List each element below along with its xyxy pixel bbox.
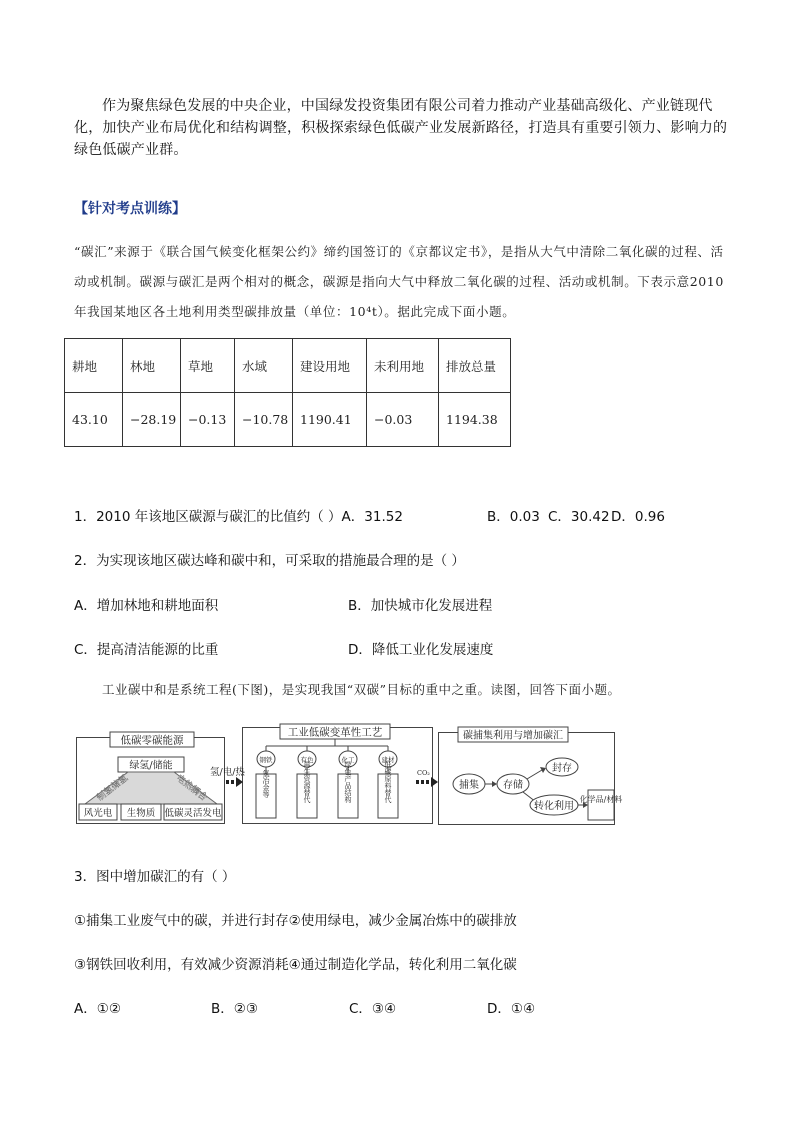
question-3-option-c[interactable]: C．③④ xyxy=(349,1001,397,1017)
diagram-intro: 工业碳中和是系统工程(下图)，是实现我国“双碳”目标的重中之重。读图，回答下面小题。 xyxy=(102,682,621,697)
chemicals-label: 化学品/材料 xyxy=(579,795,623,804)
question-3-stem: 3．图中增加碳汇的有（ ） xyxy=(74,869,236,885)
question-3-statements-3-4: ③钢铁回收利用，有效减少资源消耗④通过制造化学品，转化利用二氧化碳 xyxy=(74,957,517,973)
question-3-option-d[interactable]: D．①④ xyxy=(487,1001,536,1017)
table-header-cell: 耕地 xyxy=(65,339,123,393)
question-2-option-d[interactable]: D．降低工业化发展速度 xyxy=(348,642,494,658)
question-3-option-b[interactable]: B．②③ xyxy=(211,1001,258,1017)
flexible-power-label: 低碳灵活发电 xyxy=(164,808,222,819)
table-cell: 43.10 xyxy=(65,393,123,447)
hydrogen-metallurgy-label: 氢冶金等 xyxy=(262,770,270,798)
box2-title: 工业低碳变革性工艺 xyxy=(287,726,383,739)
table-cell: −0.13 xyxy=(181,393,235,447)
question-2-option-a[interactable]: A．增加林地和耕地面积 xyxy=(74,598,219,614)
question-3-option-a[interactable]: A．①② xyxy=(74,1001,121,1017)
table-cell: −10.78 xyxy=(235,393,293,447)
question-2-option-c[interactable]: C．提高清洁能源的比重 xyxy=(74,642,219,658)
box3-title: 碳捕集利用与增加碳汇 xyxy=(463,730,563,742)
arrow1-label: 氢/电/热 xyxy=(210,767,245,778)
capture-label: 捕集 xyxy=(459,780,479,791)
table-row xyxy=(65,393,511,447)
steel-label: 钢铁 xyxy=(259,756,273,764)
table-header-row xyxy=(65,339,511,393)
table-header-cell: 建设用地 xyxy=(293,339,367,393)
building-material-label: 建材 xyxy=(381,756,395,764)
table-header-cell: 未利用地 xyxy=(367,339,439,393)
nonferrous-label: 有色 xyxy=(300,756,314,764)
question-2-stem: 2．为实现该地区碳达峰和碳中和，可采取的措施最合理的是（ ） xyxy=(74,553,465,569)
green-product-label: 绿色产品结构 xyxy=(344,761,352,803)
table-header-cell: 水域 xyxy=(235,339,293,393)
industrial-carbon-neutral-diagram xyxy=(76,724,623,830)
co2-flow-arrowhead xyxy=(431,777,438,787)
hydrogen-production-label: 制氢储氢 xyxy=(95,773,131,804)
table-header-cell: 草地 xyxy=(181,339,235,393)
hydrogen-storage-label: 绿氢/储能 xyxy=(129,760,173,772)
question-3-statements-1-2: ①捕集工业废气中的碳，并进行封存②使用绿电，减少金属冶炼中的碳排放 xyxy=(74,913,517,929)
wind-solar-label: 风光电 xyxy=(83,808,113,819)
emission-table xyxy=(64,338,511,447)
table-header-cell: 林地 xyxy=(123,339,181,393)
chemical-label: 化工 xyxy=(341,756,355,764)
energy-flow-arrowhead xyxy=(236,777,243,787)
biomass-label: 生物质 xyxy=(126,808,156,819)
section-title: 【针对考点训练】 xyxy=(74,201,186,217)
question-1-option-d[interactable]: D．0.96 xyxy=(611,509,665,525)
question-2-option-b[interactable]: B．加快城市化发展进程 xyxy=(348,598,493,614)
table-cell: −0.03 xyxy=(367,393,439,447)
table-header-cell: 排放总量 xyxy=(439,339,511,393)
storage-label: 存储 xyxy=(503,780,523,791)
box1-title: 低碳零碳能源 xyxy=(120,734,184,747)
question-1-option-c[interactable]: C．30.42 xyxy=(548,509,610,525)
conversion-label: 转化利用 xyxy=(534,801,574,812)
sequestration-label: 封存 xyxy=(552,763,572,774)
power-heat-coupling-label: 电热耦合 xyxy=(173,773,209,804)
recycled-resources-label: 再生资源替代 xyxy=(303,761,311,803)
intro-paragraph: 作为聚焦绿色发展的中央企业，中国绿发投资集团有限公司着力推动产业基础高级化、产业链现代化，加快产业布局优化和结构调整，积极探索绿色低碳产业发展新路径，打造具有重要引领力、影响力的绿色低碳产业群。 xyxy=(74,98,728,158)
question-1-stem: 1．2010 年该地区碳源与碳汇的比值约（ ）A．31.52 xyxy=(74,509,403,525)
table-cell: 1190.41 xyxy=(293,393,367,447)
low-carbon-material-label: 低碳原料替代 xyxy=(384,761,392,803)
table-cell: −28.19 xyxy=(123,393,181,447)
arrow2-label: CO₂ xyxy=(417,769,430,777)
question-1-option-b[interactable]: B．0.03 xyxy=(487,509,540,525)
table-cell: 1194.38 xyxy=(439,393,511,447)
carbon-sink-passage: “碳汇”来源于《联合国气候变化框架公约》缔约国签订的《京都议定书》，是指从大气中清除二氧化碳的过程、活动或机制。碳源与碳汇是两个相对的概念，碳源是指向大气中释放二氧化碳的过程、活动或机制。下表示意2010年我国某地区各土地利用类型碳排放量（单位：10⁴t）。据此完成下面小题。 xyxy=(74,244,724,319)
